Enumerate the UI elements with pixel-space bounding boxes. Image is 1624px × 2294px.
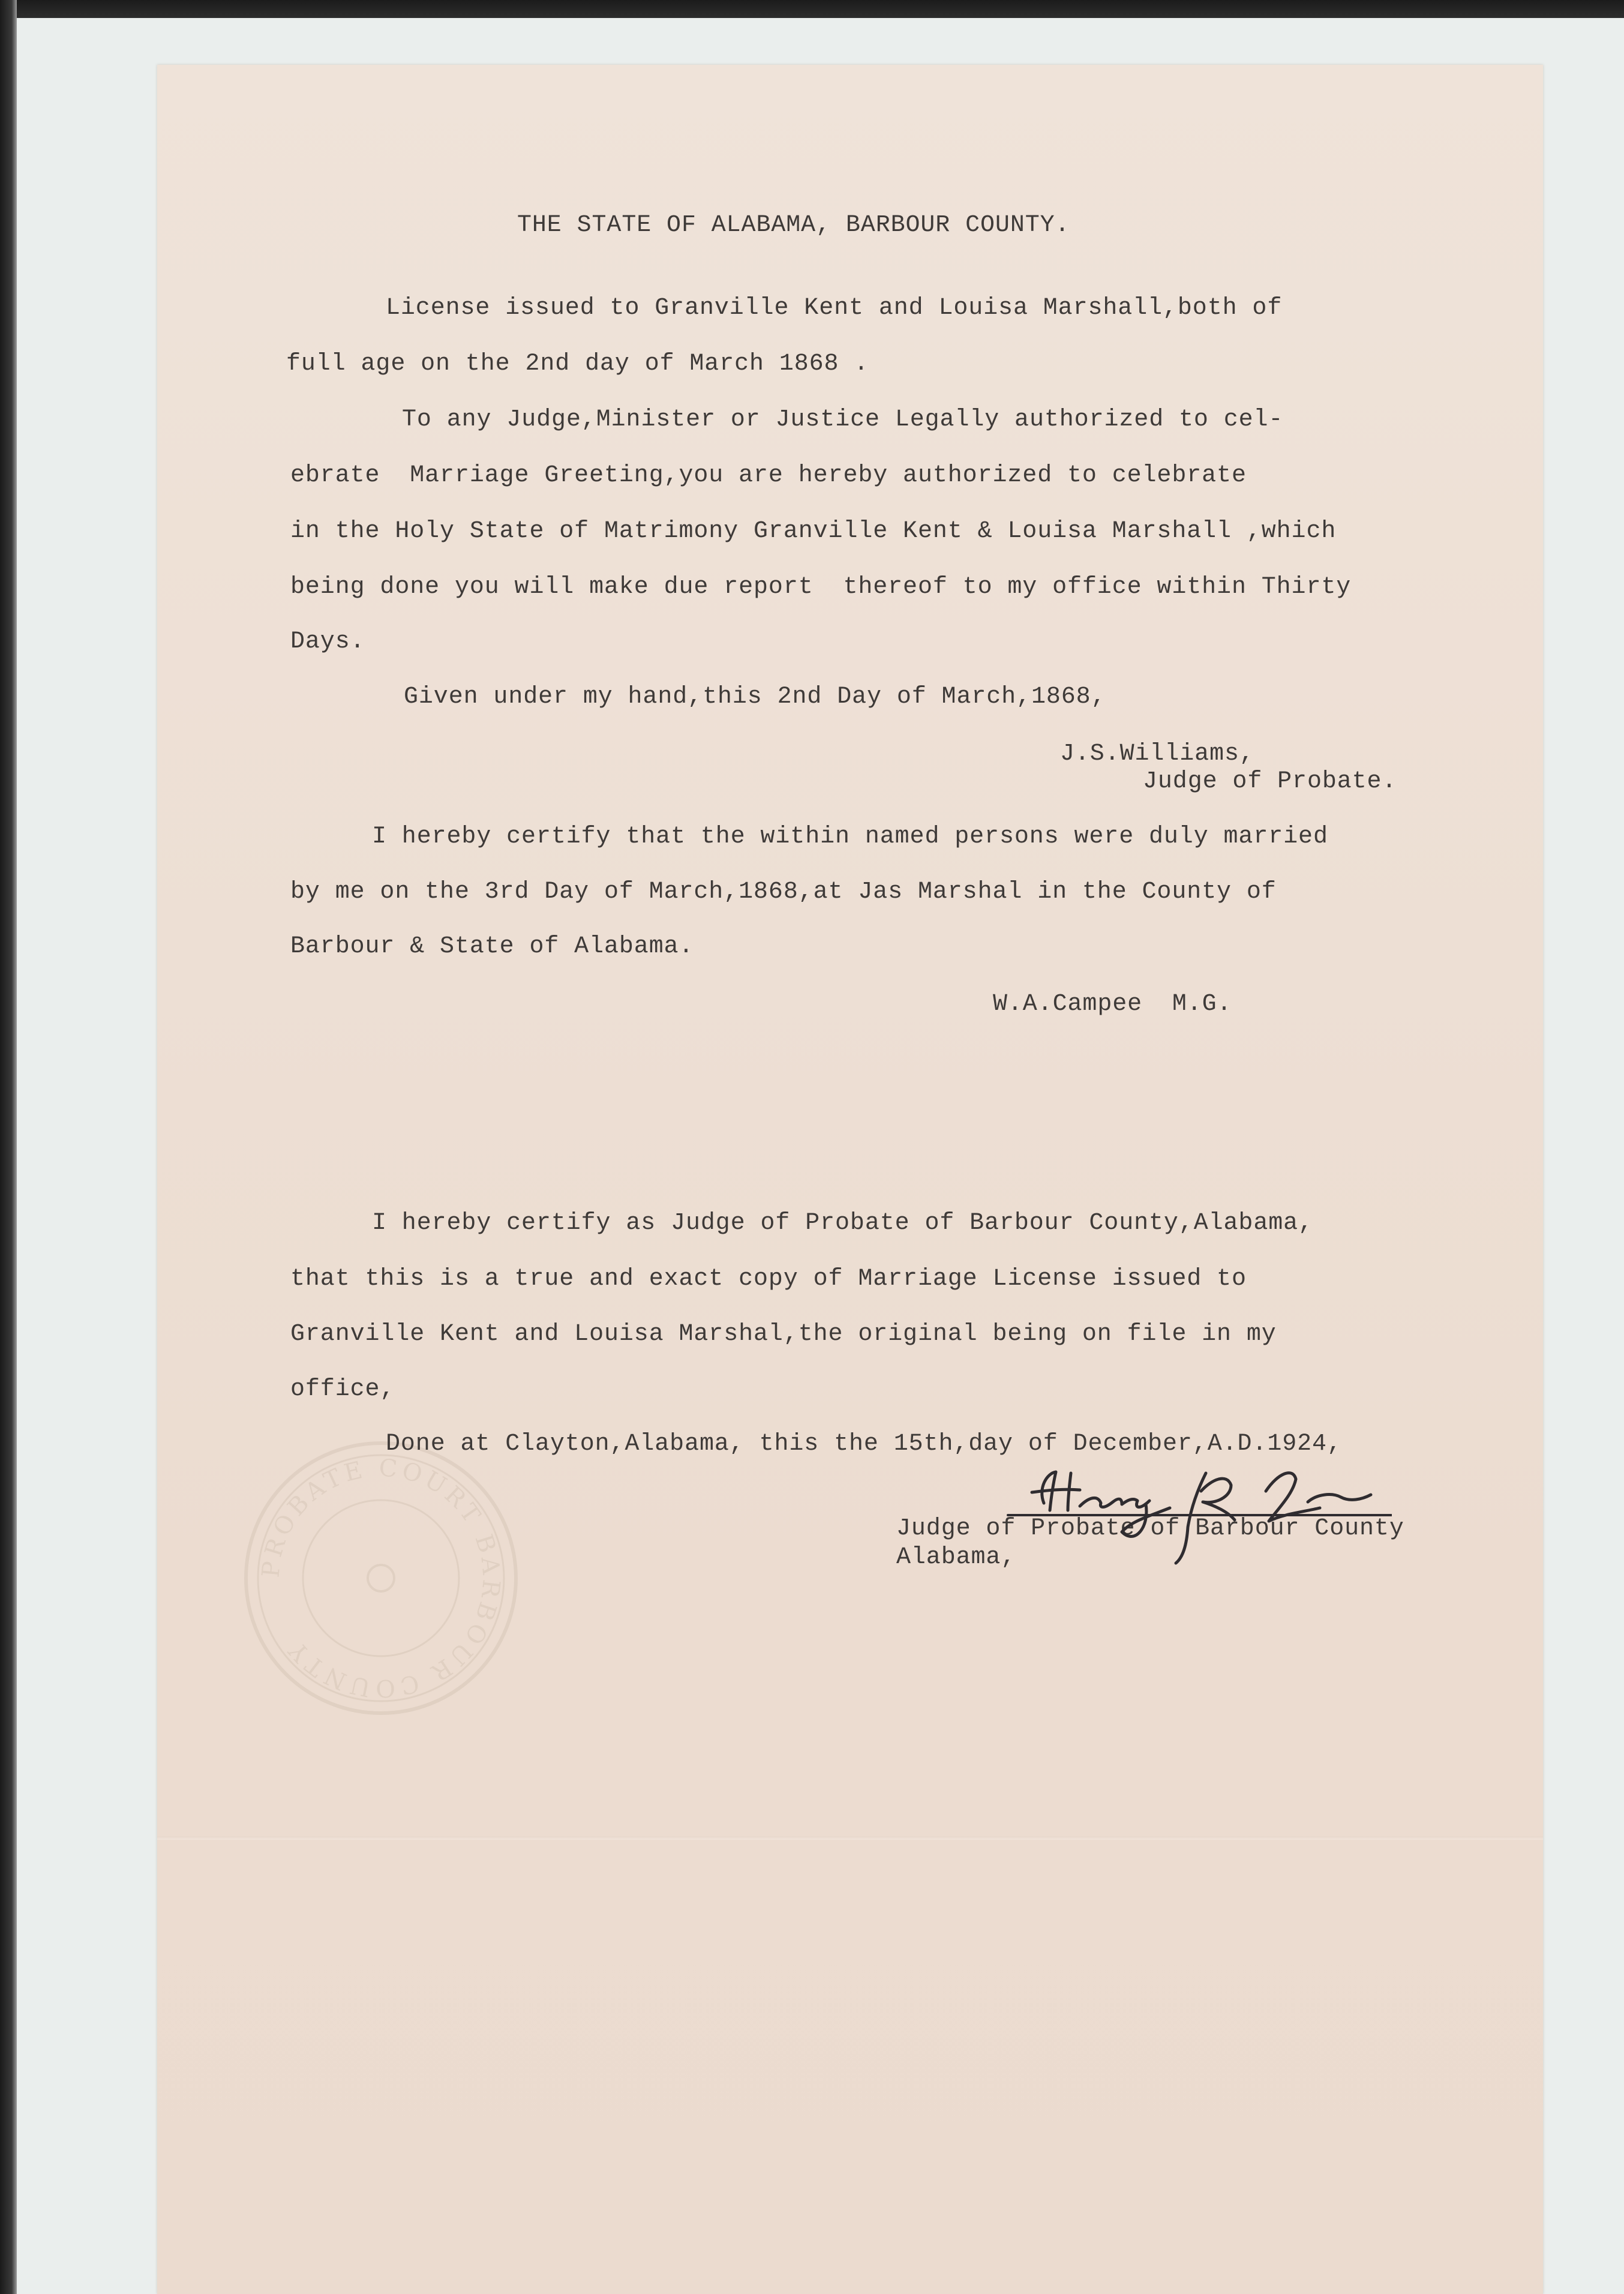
copy-certificate-line: I hereby certify as Judge of Probate of Barbour County,Alabama,: [372, 1210, 1313, 1237]
license-line: License issued to Granville Kent and Louisa Marshall,both of: [386, 295, 1283, 322]
copy-certificate-line: Granville Kent and Louisa Marshal,the original being on file in my: [290, 1321, 1277, 1348]
greeting-line: Days.: [290, 628, 365, 655]
marriage-certificate-line: by me on the 3rd Day of March,1868,at Jas Marshal in the County of: [290, 878, 1277, 905]
judge-1868-name: J.S.Williams,: [1060, 740, 1254, 767]
document-heading: THE STATE OF ALABAMA, BARBOUR COUNTY.: [517, 212, 1070, 239]
done-at-clayton-line: Done at Clayton,Alabama, this the 15th,day of December,A.D.1924,: [386, 1431, 1342, 1458]
minister-signature: W.A.Campee M.G.: [993, 991, 1232, 1018]
handwritten-signature: [996, 1455, 1392, 1575]
svg-text:PROBATE COURT BARBOUR COUNTY: [257, 1454, 505, 1702]
marriage-certificate-line: Barbour & State of Alabama.: [290, 933, 694, 960]
given-under-hand-line: Given under my hand,this 2nd Day of March,1868,: [404, 683, 1106, 710]
seal-lettering: PROBATE COURT BARBOUR COUNTY: [257, 1454, 505, 1702]
paper-fold-line: [157, 1836, 1543, 1840]
document-sheet: [157, 65, 1543, 2294]
greeting-line: ebrate Marriage Greeting,you are hereby authorized to celebrate: [290, 462, 1247, 489]
greeting-line: To any Judge,Minister or Justice Legally authorized to cel-: [402, 406, 1284, 433]
greeting-line: being done you will make due report thereof to my office within Thirty: [290, 574, 1352, 601]
copy-certificate-line: that this is a true and exact copy of Marriage License issued to: [290, 1266, 1247, 1293]
greeting-line: in the Holy State of Matrimony Granville Kent & Louisa Marshall ,which: [290, 518, 1337, 545]
judge-1868-title: Judge of Probate.: [1143, 768, 1397, 795]
judge-1924-state: Alabama,: [896, 1544, 1016, 1571]
judge-1924-title: Judge of Probate of Barbour County: [896, 1515, 1404, 1542]
scanner-frame-left: [0, 0, 17, 2294]
embossed-seal-icon: [237, 1434, 525, 1722]
marriage-certificate-line: I hereby certify that the within named persons were duly married: [372, 823, 1328, 850]
copy-certificate-line: office,: [290, 1376, 395, 1403]
license-line: full age on the 2nd day of March 1868 .: [286, 350, 869, 377]
scanner-frame-top: [0, 0, 1624, 18]
